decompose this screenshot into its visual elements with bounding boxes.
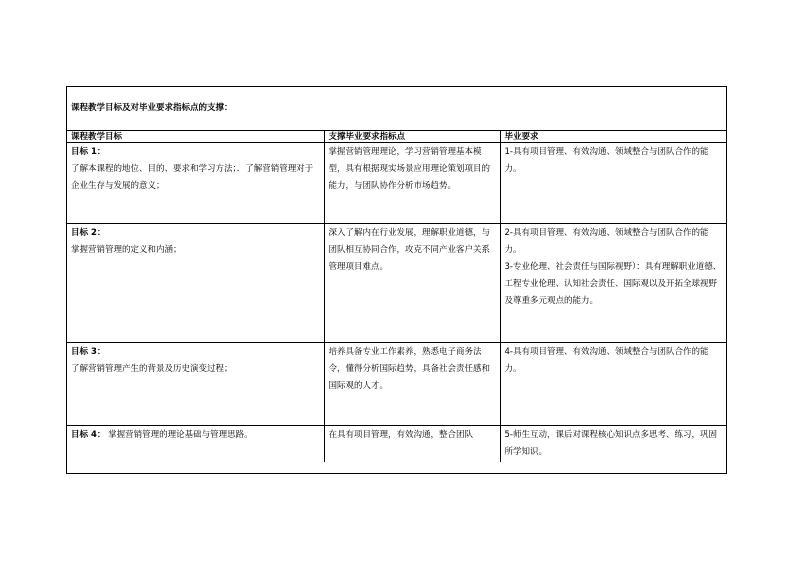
header-requirement: 毕业要求	[500, 131, 726, 143]
indicator-cell: 培养具备专业工作素养，熟悉电子商务法令，懂得分析国际趋势，具备社会责任感和国际观的人才。	[324, 343, 500, 426]
requirement-item: 2-具有项目管理、有效沟通、领域整合与团队合作的能力。	[504, 228, 709, 255]
indicator-cell: 在具有项目管理，有效沟通，整合团队	[324, 426, 500, 463]
table-row	[67, 224, 726, 343]
goal-cell	[67, 143, 324, 224]
header-indicator: 支撑毕业要求指标点	[324, 131, 500, 143]
requirement-cell	[500, 343, 726, 426]
goal-cell	[67, 426, 324, 463]
goal-description: 了解营销管理产生的背景及历史演变过程；	[71, 364, 233, 374]
table-caption: 课程教学目标及对毕业要求指标点的支撑：	[67, 87, 726, 131]
table-row	[67, 343, 726, 426]
goal-cell	[67, 343, 324, 426]
goal-description: 了解本课程的地位、目的、要求和学习方法；．了解营销管理对于企业生存与发展的意义；	[71, 164, 314, 191]
objectives-table-frame	[66, 86, 727, 474]
indicator-cell: 掌握营销管理理论，学习营销管理基本模型，具有根据现实场景应用理论策划项目的能力，与团队协作分析市场趋势。	[324, 143, 500, 224]
requirement-cell	[500, 224, 726, 343]
header-goal: 课程教学目标	[67, 131, 324, 143]
header-row	[67, 131, 726, 143]
goal-title: 目标 4：	[71, 430, 106, 440]
goal-title: 目标 2：	[71, 228, 106, 238]
requirement-item: 1-具有项目管理、有效沟通、领域整合与团队合作的能力。	[504, 147, 709, 174]
table-row	[67, 426, 726, 463]
requirement-item: 5-师生互动，课后对课程核心知识点多思考、练习，巩固所学知识。	[504, 430, 717, 457]
goal-cell	[67, 224, 324, 343]
table-row	[67, 143, 726, 224]
objectives-table	[67, 131, 726, 462]
requirement-cell	[500, 143, 726, 224]
requirement-cell	[500, 426, 726, 463]
requirement-item: 3-专业伦理、社会责任与国际视野）：具有理解职业道德、工程专业伦理、认知社会责任、国际观以及开拓全球视野及尊重多元观点的能力。	[504, 262, 722, 306]
goal-title: 目标 3：	[71, 347, 106, 357]
goal-title: 目标 1：	[71, 147, 106, 157]
indicator-cell: 深入了解内在行业发展，理解职业道德，与团队相互协同合作，攻克不同产业客户关系管理项目难点。	[324, 224, 500, 343]
goal-description: 掌握营销管理的理论基础与管理思路。	[108, 430, 253, 440]
requirement-item: 4-具有项目管理、有效沟通、领域整合与团队合作的能力。	[504, 347, 709, 374]
goal-description: 掌握营销管理的定义和内涵；	[71, 245, 182, 255]
